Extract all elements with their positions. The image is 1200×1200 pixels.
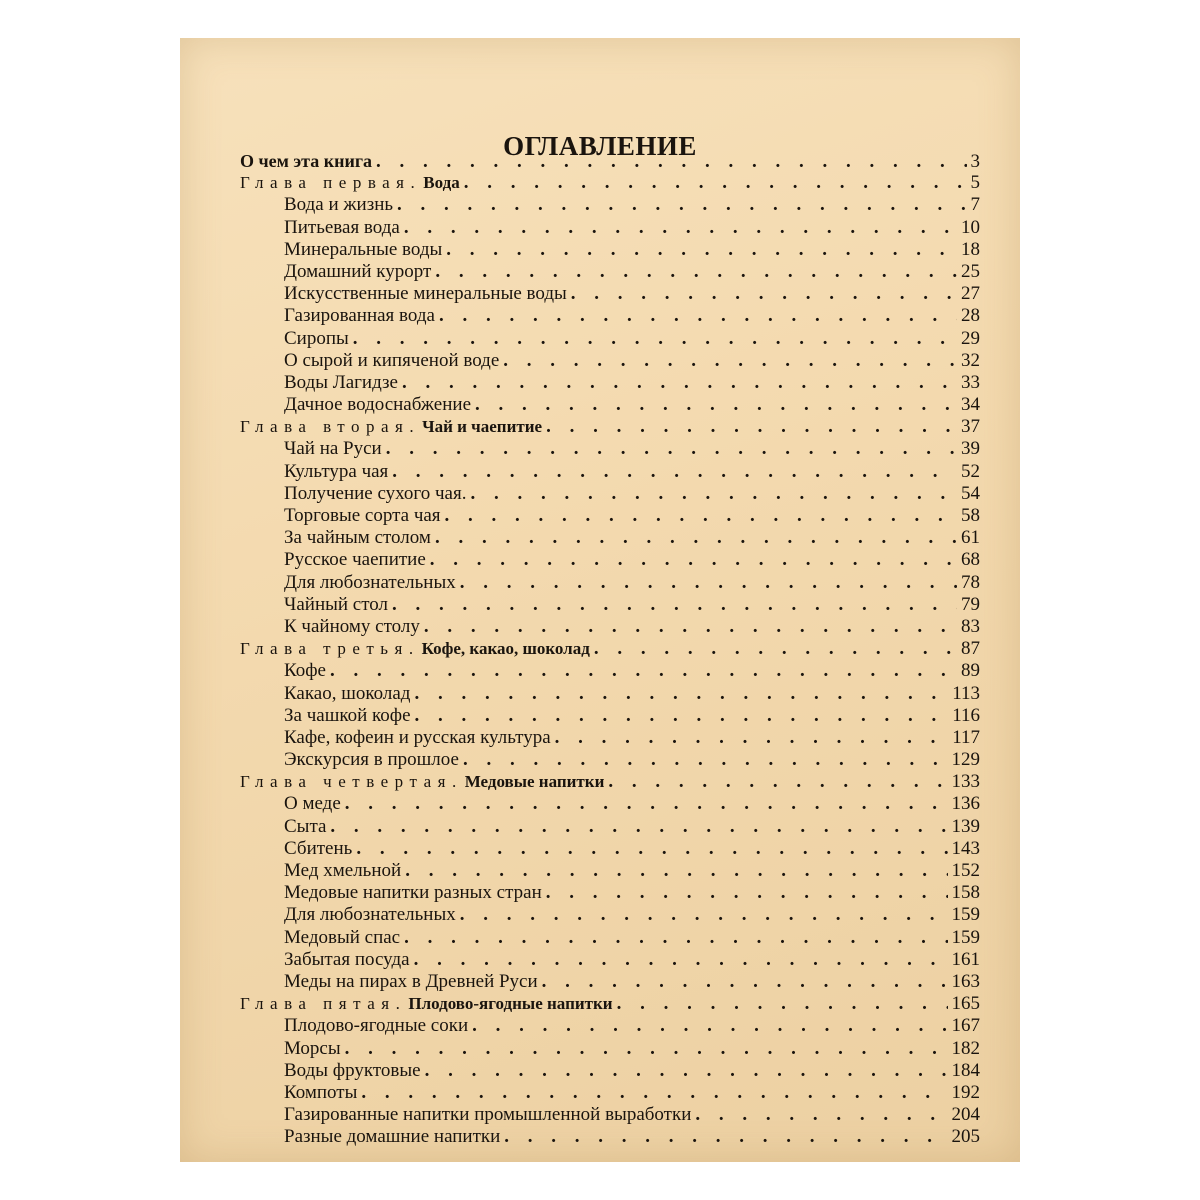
page-title: ОГЛАВЛЕНИЕ [503, 131, 697, 161]
toc-entry-label: Кофе [284, 660, 326, 682]
chapter-title: Медовые напитки [464, 772, 605, 792]
page-number: 163 [951, 970, 980, 992]
toc-entry-label: Минеральные воды [284, 238, 443, 260]
page-number: 58 [961, 505, 980, 526]
toc-chapter-label [240, 993, 613, 1015]
page-number: 87 [961, 638, 980, 660]
toc-section-row [240, 949, 980, 971]
toc-entry-label: За чашкой кофе [284, 704, 411, 726]
page-number: 116 [952, 704, 980, 726]
toc-section-row [240, 727, 980, 749]
toc-chapter-row [240, 416, 980, 438]
page-number: 159 [951, 904, 980, 926]
toc-entry-label: К чайному столу [284, 615, 420, 637]
toc-entry-label: Искусственные минеральные воды [284, 283, 567, 305]
toc-entry-label: Медовый спас [284, 926, 401, 948]
toc-section-row [240, 305, 980, 327]
page-number: 136 [951, 793, 980, 815]
toc-entry-label: Торговые сорта чая [284, 505, 441, 526]
toc-section-row [240, 860, 980, 882]
toc-section-row [240, 816, 980, 838]
page-number: 152 [951, 860, 980, 881]
toc-section-row [240, 394, 980, 416]
toc-section-row [240, 1015, 980, 1037]
toc-entry-label: Воды Лагидзе [284, 371, 398, 393]
dot-leader [546, 416, 957, 438]
dot-leader [460, 572, 957, 594]
toc-entry-label: Компоты [284, 1081, 358, 1103]
page-number: 79 [961, 593, 980, 615]
table-of-contents [240, 150, 980, 1148]
toc-entry-label: Культура чая [284, 460, 389, 482]
toc-section-row [240, 527, 980, 549]
page-number: 129 [951, 749, 980, 771]
dot-leader [353, 328, 957, 350]
page-number: 54 [961, 482, 980, 504]
page-number: 68 [961, 549, 980, 571]
chapter-prefix: Глава четвертая. [240, 772, 463, 792]
page-number: 161 [951, 948, 980, 970]
toc-entry-label: Вода и жизнь [284, 194, 394, 216]
toc-entry-label: Получение сухого чая. [284, 482, 467, 504]
dot-leader [330, 660, 957, 682]
toc-entry-label: Морсы [284, 1037, 341, 1059]
toc-entry-label: Газированные напитки промышленной выработки [284, 1104, 692, 1126]
dot-leader [414, 949, 948, 971]
dot-leader [404, 927, 947, 949]
toc-entry-label: За чайным столом [284, 527, 431, 549]
dot-leader [463, 749, 948, 771]
chapter-title: Вода [423, 173, 460, 193]
toc-chapter-row [240, 172, 980, 194]
toc-section-row [240, 572, 980, 594]
dot-leader [445, 505, 957, 527]
chapter-title: Кофе, какао, шоколад [421, 639, 590, 659]
page-number: 32 [961, 349, 980, 371]
dot-leader [345, 1038, 948, 1060]
dot-leader [439, 305, 957, 327]
toc-chapter-row [240, 771, 980, 793]
toc-section-row [240, 616, 980, 638]
dot-leader [460, 904, 948, 926]
page-number: 5 [970, 172, 980, 194]
toc-entry-label: Разные домашние напитки [284, 1126, 501, 1148]
toc-section-row [240, 505, 980, 527]
dot-leader [392, 594, 957, 616]
toc-chapter-label [240, 771, 604, 793]
toc-section-row [240, 438, 980, 460]
toc-entry-label: Мед хмельной [284, 860, 402, 881]
dot-leader [571, 283, 957, 305]
toc-section-row [240, 927, 980, 949]
page-number: 3 [970, 151, 980, 172]
dot-leader [617, 993, 948, 1015]
dot-leader [430, 549, 957, 571]
dot-leader [405, 860, 947, 882]
page-number: 29 [961, 327, 980, 349]
dot-leader [542, 971, 948, 993]
dot-leader [555, 727, 949, 749]
page-number: 37 [961, 416, 980, 438]
toc-entry-label: Плодово-ягодные соки [284, 1015, 469, 1037]
toc-entry-label: Домашний курорт [284, 260, 432, 282]
chapter-title: Плодово-ягодные напитки [408, 994, 613, 1014]
dot-leader [425, 1060, 948, 1082]
toc-section-row [240, 1082, 980, 1104]
page-number: 158 [951, 882, 980, 904]
dot-leader [392, 461, 957, 483]
toc-chapter-label [240, 638, 590, 660]
page-number: 61 [961, 527, 980, 549]
toc-entry-label: Дачное водоснабжение [284, 394, 472, 416]
dot-leader [356, 838, 947, 860]
dot-leader [446, 239, 957, 261]
toc-entry-label: Для любознательных [284, 904, 456, 926]
page-number: 143 [951, 837, 980, 859]
toc-section-row [240, 594, 980, 616]
toc-entry-label: Воды фруктовые [284, 1059, 421, 1081]
dot-leader [386, 438, 957, 460]
dot-leader [424, 616, 957, 638]
dot-leader [594, 638, 957, 660]
dot-leader [435, 527, 957, 549]
toc-section-row [240, 683, 980, 705]
toc-section-row [240, 372, 980, 394]
dot-leader [464, 172, 967, 194]
toc-section-row [240, 749, 980, 771]
page-number: 7 [970, 194, 980, 216]
toc-entry-label: Чайный стол [284, 593, 389, 615]
chapter-prefix: Глава первая. [240, 173, 422, 193]
toc-entry-label: О меде [284, 793, 341, 815]
dot-leader [546, 882, 948, 904]
chapter-prefix: Глава пятая. [240, 994, 407, 1014]
page-number: 184 [951, 1059, 980, 1081]
toc-section-row [240, 239, 980, 261]
toc-chapter-label [240, 416, 542, 438]
page-number: 25 [961, 260, 980, 282]
toc-section-row [240, 660, 980, 682]
toc-entry-label: Кафе, кофеин и русская культура [284, 726, 551, 748]
toc-entry-label: Газированная вода [284, 305, 435, 327]
toc-entry-label: Медовые напитки разных стран [284, 882, 542, 904]
toc-section-row [240, 838, 980, 860]
dot-leader [330, 816, 947, 838]
toc-section-row [240, 793, 980, 815]
toc-section-row [240, 461, 980, 483]
toc-entry-label: Забытая посуда [284, 948, 410, 970]
page-number: 182 [951, 1037, 980, 1059]
toc-section-row [240, 971, 980, 993]
page-number: 33 [961, 371, 980, 393]
chapter-prefix: Глава вторая. [240, 417, 421, 437]
toc-intro-row [240, 150, 980, 172]
dot-leader [397, 194, 966, 216]
dot-leader [435, 261, 957, 283]
dot-leader [470, 483, 957, 505]
dot-leader [415, 705, 949, 727]
book-page [180, 38, 1020, 1162]
dot-leader [472, 1015, 947, 1037]
page-number: 139 [951, 815, 980, 837]
page-number: 205 [951, 1126, 980, 1148]
toc-entry-label: Сбитень [284, 837, 353, 859]
page-number: 133 [951, 771, 980, 793]
chapter-prefix: Глава третья. [240, 639, 420, 659]
dot-leader [695, 1104, 947, 1126]
page-number: 165 [951, 993, 980, 1015]
toc-section-row [240, 1126, 980, 1148]
toc-section-row [240, 261, 980, 283]
toc-entry-label: Сыта [284, 815, 327, 837]
dot-leader [414, 683, 948, 705]
toc-section-row [240, 882, 980, 904]
page-number: 18 [961, 238, 980, 260]
page-number: 34 [961, 394, 980, 416]
toc-entry-label: О сырой и кипяченой воде [284, 349, 500, 371]
dot-leader [608, 771, 947, 793]
page-number: 167 [951, 1015, 980, 1037]
page-number: 10 [961, 216, 980, 238]
toc-section-row [240, 1038, 980, 1060]
page-number: 192 [951, 1081, 980, 1103]
toc-section-row [240, 217, 980, 239]
toc-section-row [240, 194, 980, 216]
toc-section-row [240, 350, 980, 372]
page-number: 39 [961, 438, 980, 460]
page-number: 159 [951, 926, 980, 948]
toc-entry-label: Питьевая вода [284, 216, 400, 238]
toc-section-row [240, 904, 980, 926]
dot-leader [361, 1082, 947, 1104]
toc-section-row [240, 1104, 980, 1126]
page-number: 204 [951, 1104, 980, 1126]
toc-section-row [240, 483, 980, 505]
toc-entry-label: Русское чаепитие [284, 549, 426, 571]
page-number: 89 [961, 660, 980, 682]
toc-section-row [240, 549, 980, 571]
toc-entry-label: Чай на Руси [284, 438, 382, 460]
toc-entry-label: Сиропы [284, 327, 349, 349]
page-number: 117 [952, 726, 980, 748]
dot-leader [404, 217, 957, 239]
toc-entry-label: Какао, шоколад [284, 682, 411, 704]
page-number: 28 [961, 305, 980, 327]
toc-chapter-row [240, 993, 980, 1015]
page-number: 83 [961, 615, 980, 637]
chapter-title: Чай и чаепитие [422, 417, 543, 437]
toc-entry-label: О чем эта книга [240, 151, 373, 171]
toc-chapter-row [240, 638, 980, 660]
dot-leader [345, 793, 948, 815]
page-number: 27 [961, 283, 980, 305]
dot-leader [402, 372, 957, 394]
toc-section-row [240, 705, 980, 727]
page-number: 113 [952, 682, 980, 704]
toc-entry-label: Для любознательных [284, 571, 456, 593]
toc-section-row [240, 1060, 980, 1082]
dot-leader [475, 394, 957, 416]
page-number: 52 [961, 460, 980, 482]
toc-section-row [240, 283, 980, 305]
toc-section-row [240, 328, 980, 350]
dot-leader [376, 151, 966, 173]
dot-leader [503, 350, 957, 372]
toc-entry-label: Меды на пирах в Древней Руси [284, 970, 538, 992]
dot-leader [504, 1126, 947, 1148]
toc-chapter-label [240, 172, 460, 194]
page-number: 78 [961, 571, 980, 593]
toc-entry-label: Экскурсия в прошлое [284, 749, 459, 771]
